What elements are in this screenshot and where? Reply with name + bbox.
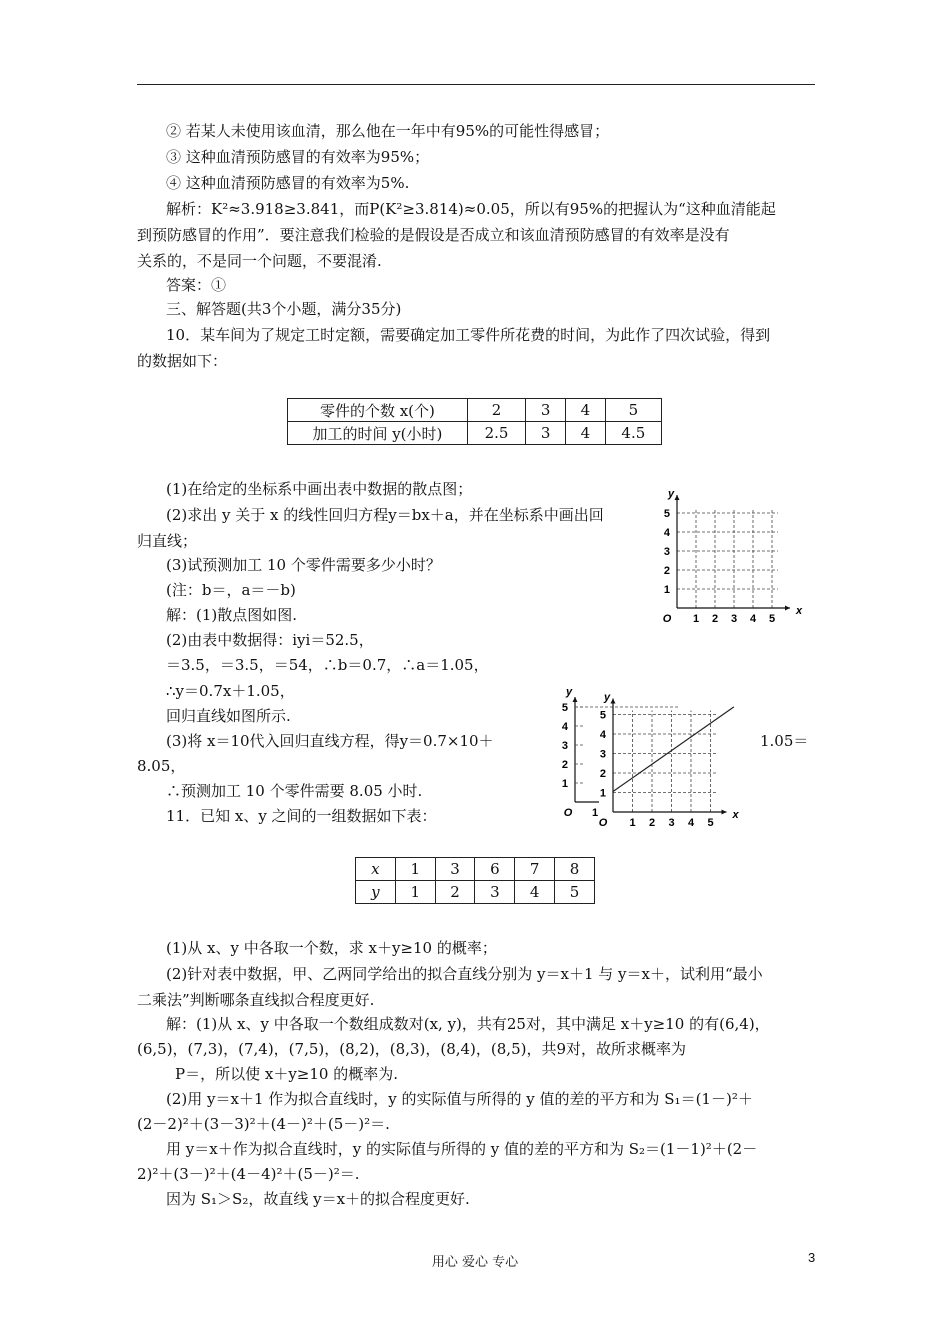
stray-y-axis-arrow (573, 697, 578, 702)
q10-part-1: (1)在给定的坐标系中画出表中数据的散点图； (166, 480, 473, 498)
x-axis-label: x (796, 605, 803, 617)
x-tick-label: 5 (707, 817, 714, 829)
y-axis-arrow (675, 495, 680, 500)
table-cell: 2.5 (467, 422, 525, 445)
table-cell: x (356, 858, 396, 881)
q10-stem-2: 的数据如下： (137, 352, 228, 370)
q10-sol-2: (2)由表中数据得：iyi＝52.5， (166, 631, 374, 649)
table-cell: 1 (395, 858, 435, 881)
x-tick-label: 1 (629, 817, 636, 829)
table-row (356, 881, 595, 904)
stray-y-tick-label: 2 (561, 759, 568, 771)
analysis-line-3: 关系的，不是同一个问题，不要混淆. (137, 252, 382, 270)
q11-sol-8: 因为 S₁＞S₂，故直线 y＝x＋的拟合程度更好. (166, 1190, 470, 1208)
stray-axis (562, 686, 680, 819)
y-tick-label: 4 (599, 729, 606, 741)
table-row (288, 399, 662, 422)
section-heading: 三、解答题(共3个小题，满分35分) (166, 300, 402, 318)
table-cell: 6 (475, 858, 515, 881)
y-tick-label: 5 (599, 709, 606, 722)
y-tick-label: 5 (663, 508, 670, 520)
x-axis-label: x (732, 809, 739, 821)
table-cell: 2 (435, 881, 475, 904)
table-cell: 3 (435, 858, 475, 881)
y-tick-label: 1 (663, 584, 670, 596)
regression-line (613, 707, 734, 792)
table-cell: 7 (515, 858, 555, 881)
table-cell: 2 (467, 399, 525, 422)
stray-y-tick-label: 1 (561, 778, 568, 790)
q10-sol-8: ∴预测加工 10 个零件需要 8.05 小时. (166, 782, 423, 800)
grid-lines (613, 711, 717, 813)
stray-y-axis-label: y (566, 686, 573, 698)
stray-y-tick-label: 4 (561, 721, 568, 733)
table-cell: 5 (555, 881, 595, 904)
q10-note: (注：b＝，a＝－b) (166, 581, 296, 599)
x-axis-arrow (722, 810, 727, 815)
analysis-line-1: 解析：K²≈3.918≥3.841，而P(K²≥3.814)≈0.05，所以有95%的把握认为“这种血清能起 (166, 200, 776, 218)
q11-sol-1: 解：(1)从 x、y 中各取一个数组成数对(x, y)，共有25对，其中满足 x＋y≥10 的有(6,4)， (166, 1015, 770, 1033)
q10-sol-4: ∴y＝0.7x＋1.05， (166, 682, 295, 700)
table-cell: 3 (475, 881, 515, 904)
axes (611, 699, 727, 815)
y-tick-label: 1 (599, 787, 606, 800)
q11-sol-4: (2)用 y＝x＋1 作为拟合直线时，y 的实际值与所得的 y 值的差的平方和为 S₁＝(1－)²＋ (166, 1090, 753, 1108)
q11-part-2: (2)针对表中数据，甲、乙两同学给出的拟合直线分别为 y＝x＋1 与 y＝x＋，试利用“最小 (166, 965, 763, 983)
option-3: ③ 这种血清预防感冒的有效率为95%； (166, 148, 430, 166)
analysis-line-2: 到预防感冒的作用”．要注意我们检验的是假设是否成立和该血清预防感冒的有效率是没有 (137, 226, 730, 244)
axes (675, 495, 791, 611)
table-cell: 3 (526, 422, 566, 445)
table-cell: 5 (605, 399, 661, 422)
regression-figure (560, 680, 760, 850)
table-cell: 4 (566, 422, 606, 445)
q10-sol-6-tail: 1.05＝ (760, 732, 809, 750)
stray-y-tick-label: 5 (561, 702, 568, 714)
axis-labels (599, 692, 740, 830)
x-tick-label: 2 (711, 613, 719, 625)
q10-sol-6: (3)将 x＝10代入回归直线方程，得y＝0.7×10＋ (166, 732, 494, 750)
y-tick-label: 3 (599, 748, 606, 761)
table-cell: y (356, 881, 396, 904)
origin-label: O (662, 613, 672, 625)
q11-part-1: (1)从 x、y 中各取一个数，求 x＋y≥10 的概率； (166, 939, 497, 957)
table-cell: 4 (515, 881, 555, 904)
table-cell: 3 (526, 399, 566, 422)
x-tick-label: 1 (692, 613, 700, 625)
q10-part-2: (2)求出 y 关于 x 的线性回归方程y＝bx＋a，并在坐标系中画出回 (166, 506, 604, 524)
x-tick-label: 5 (768, 613, 776, 625)
q11-sol-5: (2－2)²＋(3－3)²＋(4－)²＋(5－)²＝. (137, 1115, 390, 1133)
q10-sol-7: 8.05， (137, 757, 186, 775)
table-cell: 4 (566, 399, 606, 422)
q10-sol-3: ＝3.5，＝3.5，＝54，∴b＝0.7，∴a＝1.05， (166, 656, 489, 674)
y-tick-label: 2 (599, 768, 606, 780)
table-cell: 1 (395, 881, 435, 904)
axis-labels (663, 488, 803, 625)
q10-part-2-cont: 归直线； (137, 532, 198, 550)
table-cell: 8 (555, 858, 595, 881)
option-4: ④ 这种血清预防感冒的有效率为5%. (166, 174, 410, 192)
x-tick-label: 4 (749, 613, 757, 625)
x-tick-label: 3 (668, 817, 675, 829)
table-cell: 4.5 (605, 422, 661, 445)
table-cell: 零件的个数 x(个) (288, 399, 468, 422)
page-number: 3 (808, 1250, 816, 1265)
table-row (356, 858, 595, 881)
q11-part-2-cont: 二乘法”判断哪条直线拟合程度更好. (137, 991, 375, 1009)
y-axis-label: y (604, 691, 611, 704)
q11-sol-3: P＝，所以使 x＋y≥10 的概率为. (175, 1065, 398, 1083)
page-footer: 用心 爱心 专心 (431, 1255, 519, 1270)
stray-y-tick-label: 3 (561, 740, 568, 752)
y-axis-label: y (668, 488, 675, 500)
q10-part-3: (3)试预测加工 10 个零件需要多少小时？ (166, 556, 441, 574)
y-tick-label: 2 (663, 565, 670, 577)
q11-sol-2: (6,5)，(7,3)，(7,4)，(7,5)，(8,2)，(8,3)，(8,4)，(8,5)，共9对，故所求概率为 (137, 1040, 687, 1058)
q11-sol-6: 用 y＝x＋作为拟合直线时，y 的实际值与所得的 y 值的差的平方和为 S₂＝(1－1)²＋(2－ (166, 1140, 758, 1158)
q10-stem-1: 10．某车间为了规定工时定额，需要确定加工零件所花费的时间，为此作了四次试验，得到 (166, 326, 771, 344)
stray-x-tick-label: 1 (591, 807, 599, 819)
stray-origin-label: O (563, 807, 573, 819)
table-row (288, 422, 662, 445)
scatter-grid-figure (655, 485, 803, 625)
option-2: ② 若某人未使用该血清，那么他在一年中有95%的可能性得感冒； (166, 122, 610, 140)
answer-line: 答案：① (166, 276, 227, 294)
q11-stem: 11．已知 x、y 之间的一组数据如下表： (166, 807, 437, 825)
y-tick-label: 4 (663, 527, 670, 539)
x-tick-label: 3 (730, 613, 738, 625)
q11-data-table (355, 857, 595, 904)
grid-lines (677, 509, 778, 608)
y-axis-arrow (611, 699, 616, 704)
q10-sol-1: 解：(1)散点图如图. (166, 606, 298, 624)
q11-sol-7: 2)²＋(3－)²＋(4－4)²＋(5－)²＝. (137, 1165, 360, 1183)
y-tick-label: 3 (663, 546, 670, 558)
q10-data-table (287, 398, 662, 445)
x-tick-label: 2 (648, 817, 656, 829)
x-tick-label: 4 (687, 817, 695, 829)
table-cell: 加工的时间 y(小时) (288, 422, 468, 445)
header-rule (137, 84, 815, 85)
origin-label: O (598, 817, 608, 829)
q10-sol-5: 回归直线如图所示. (166, 707, 291, 725)
x-axis-arrow (785, 606, 790, 611)
